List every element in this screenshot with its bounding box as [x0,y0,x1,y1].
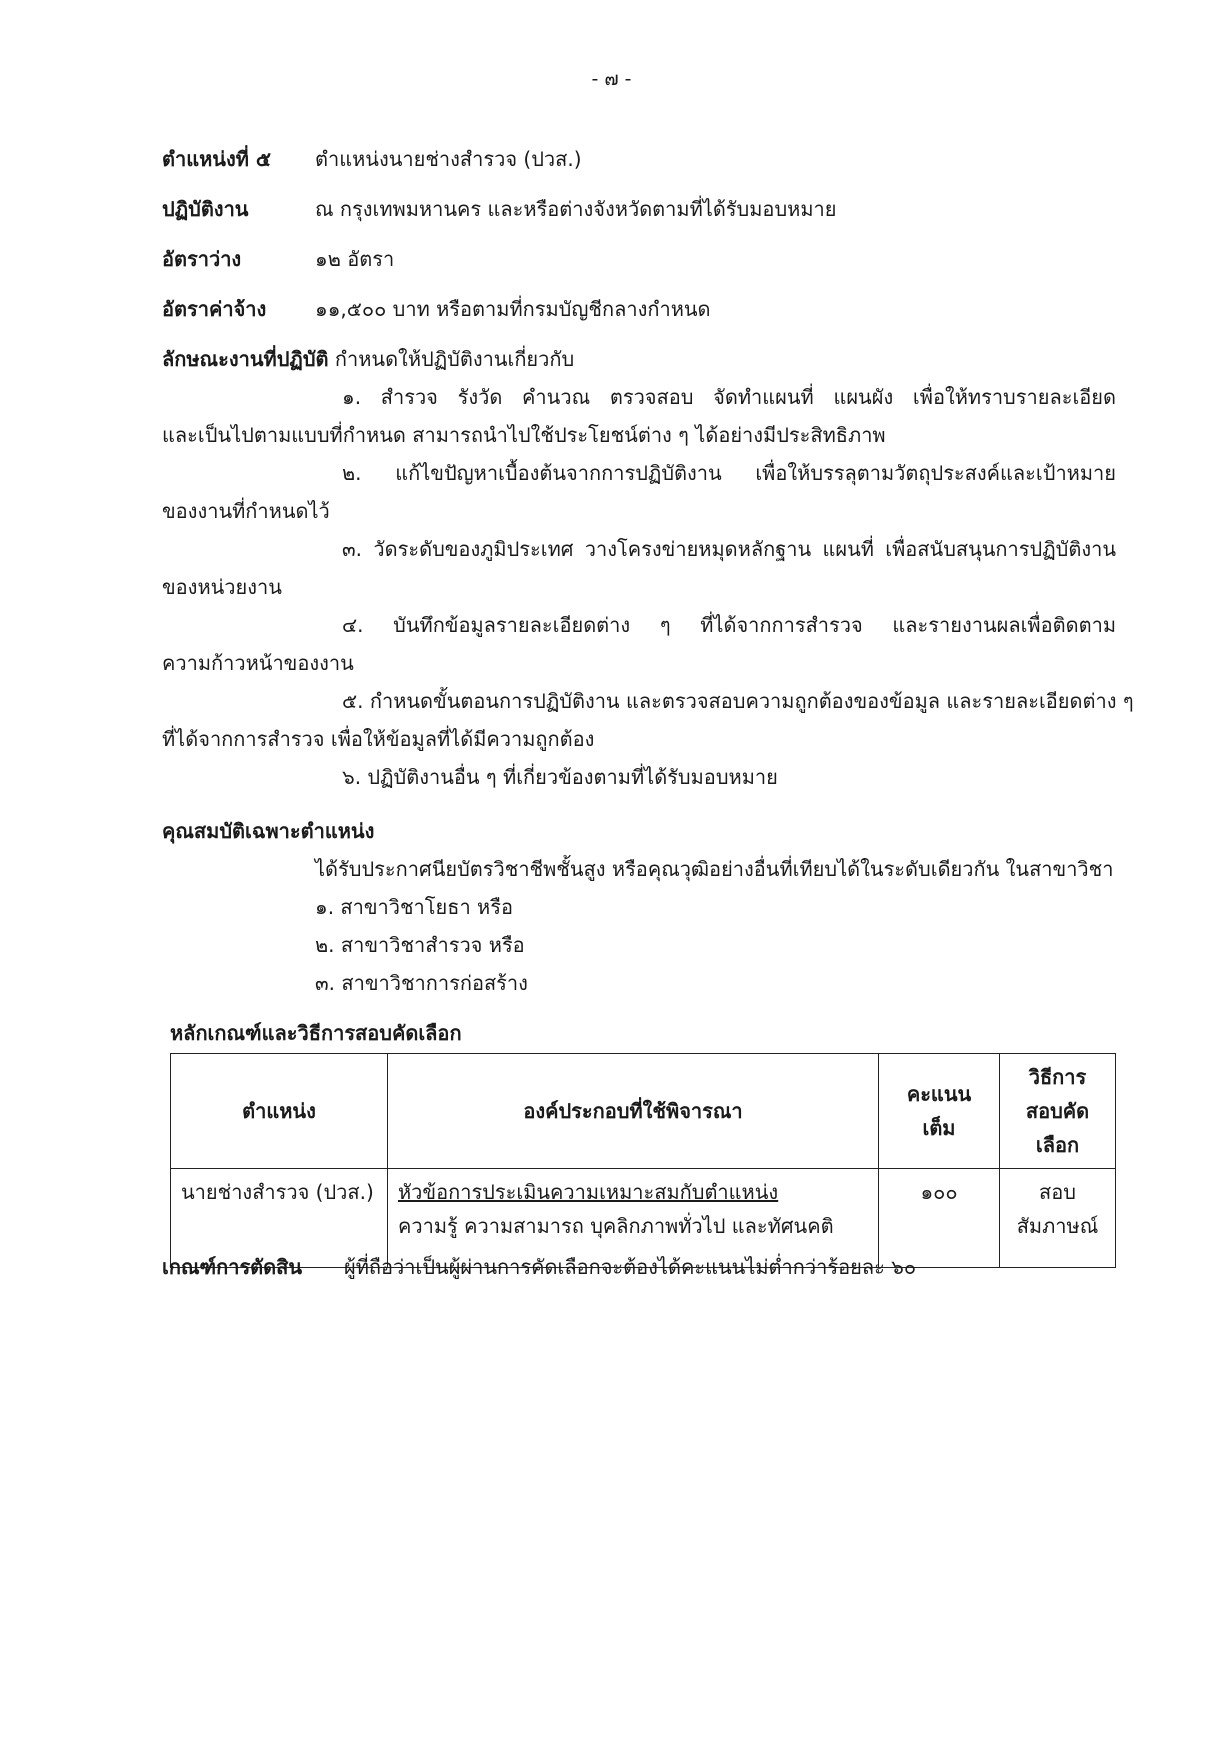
salary-row [162,293,711,325]
duty-2-line2: ของงานที่กำหนดไว้ [162,499,330,523]
salary-value: ๑๑,๕๐๐ บาท หรือตามที่กรมบัญชีกลางกำหนด [315,297,711,321]
qualifications-heading: คุณสมบัติเฉพาะตำแหน่ง [162,819,375,843]
workplace-row [162,193,836,225]
cell-position: นายช่างสำรวจ (ปวส.) [171,1169,388,1268]
qualification-item: ๒. สาขาวิชาสำรวจ หรือ [315,933,525,957]
duties-label: ลักษณะงานที่ปฏิบัติ [162,347,329,371]
criteria-heading: หลักเกณฑ์และวิธีการสอบคัดเลือก [170,1021,462,1045]
duty-2-line1: ๒. แก้ไขปัญหาเบื้องต้นจากการปฏิบัติงาน เพื่อให้บรรลุตามวัตถุประสงค์และเป้าหมาย [342,461,1116,485]
col-method [1000,1054,1116,1169]
col-score [879,1054,1000,1169]
vacancies-value: ๑๒ อัตรา [315,247,395,271]
workplace-value: ณ กรุงเทพมหานคร และหรือต่างจังหวัดตามที่ได้รับมอบหมาย [315,197,837,221]
decision-value: ผู้ที่ถือว่าเป็นผู้ผ่านการคัดเลือกจะต้องได้คะแนนไม่ต่ำกว่าร้อยละ ๖๐ [344,1255,917,1279]
duty-1-line1: ๑. สำรวจ รังวัด คำนวณ ตรวจสอบ จัดทำแผนที่ แผนผัง เพื่อให้ทราบรายละเอียด [342,385,1116,409]
position-row [162,143,582,175]
qualifications-intro: ได้รับประกาศนียบัตรวิชาชีพชั้นสูง หรือคุณวุฒิอย่างอื่นที่เทียบได้ในระดับเดียวกัน ในสาขาวิชา [315,857,1114,881]
col-component: องค์ประกอบที่ใช้พิจารณา [388,1054,879,1169]
workplace-label: ปฏิบัติงาน [162,197,249,221]
table-header-row [171,1054,1116,1169]
qualification-item: ๓. สาขาวิชาการก่อสร้าง [315,971,528,995]
duty-5-line1: ๕. กำหนดขั้นตอนการปฏิบัติงาน และตรวจสอบความถูกต้องของข้อมูล และรายละเอียดต่าง ๆ [342,689,1134,713]
col-method-line1: วิธีการ [1028,1065,1087,1089]
vacancies-label: อัตราว่าง [162,247,242,271]
duty-3-line1: ๓. วัดระดับของภูมิประเทศ วางโครงข่ายหมุดหลักฐาน แผนที่ เพื่อสนับสนุนการปฏิบัติงาน [342,537,1116,561]
salary-label: อัตราค่าจ้าง [162,297,267,321]
vacancies-row [162,243,394,275]
page-number: - ๗ - [591,68,632,90]
col-position: ตำแหน่ง [171,1054,388,1169]
criteria-table [170,1053,1116,1268]
duty-6-line1: ๖. ปฏิบัติงานอื่น ๆ ที่เกี่ยวข้องตามที่ได้รับมอบหมาย [342,765,778,789]
col-score-line2: เต็ม [922,1116,956,1140]
duties-heading-row [162,343,574,375]
position-label: ตำแหน่งที่ ๕ [162,147,272,171]
cell-method: สอบสัมภาษณ์ [1000,1169,1116,1268]
duties-intro: กำหนดให้ปฏิบัติงานเกี่ยวกับ [334,347,575,371]
col-score-line1: คะแนน [906,1082,972,1106]
col-method-line2: สอบคัดเลือก [1025,1099,1090,1157]
qualification-item: ๑. สาขาวิชาโยธา หรือ [315,895,513,919]
cell-score: ๑๐๐ [879,1169,1000,1268]
component-detail: ความรู้ ความสามารถ บุคลิกภาพทั่วไป และทัศนคติ [398,1214,834,1238]
duty-4-line2: ความก้าวหน้าของงาน [162,651,354,675]
duty-4-line1: ๔. บันทึกข้อมูลรายละเอียดต่าง ๆ ที่ได้จากการสำรวจ และรายงานผลเพื่อติดตาม [342,613,1116,637]
decision-label: เกณฑ์การตัดสิน [162,1255,303,1279]
duty-3-line2: ของหน่วยงาน [162,575,282,599]
position-value: ตำแหน่งนายช่างสำรวจ (ปวส.) [315,147,582,171]
duty-5-line2: ที่ได้จากการสำรวจ เพื่อให้ข้อมูลที่ได้มีความถูกต้อง [162,727,595,751]
duty-1-line2: และเป็นไปตามแบบที่กำหนด สามารถนำไปใช้ประโยชน์ต่าง ๆ ได้อย่างมีประสิทธิภาพ [162,423,886,447]
component-title: หัวข้อการประเมินความเหมาะสมกับตำแหน่ง [398,1180,779,1204]
decision-row [162,1251,916,1283]
